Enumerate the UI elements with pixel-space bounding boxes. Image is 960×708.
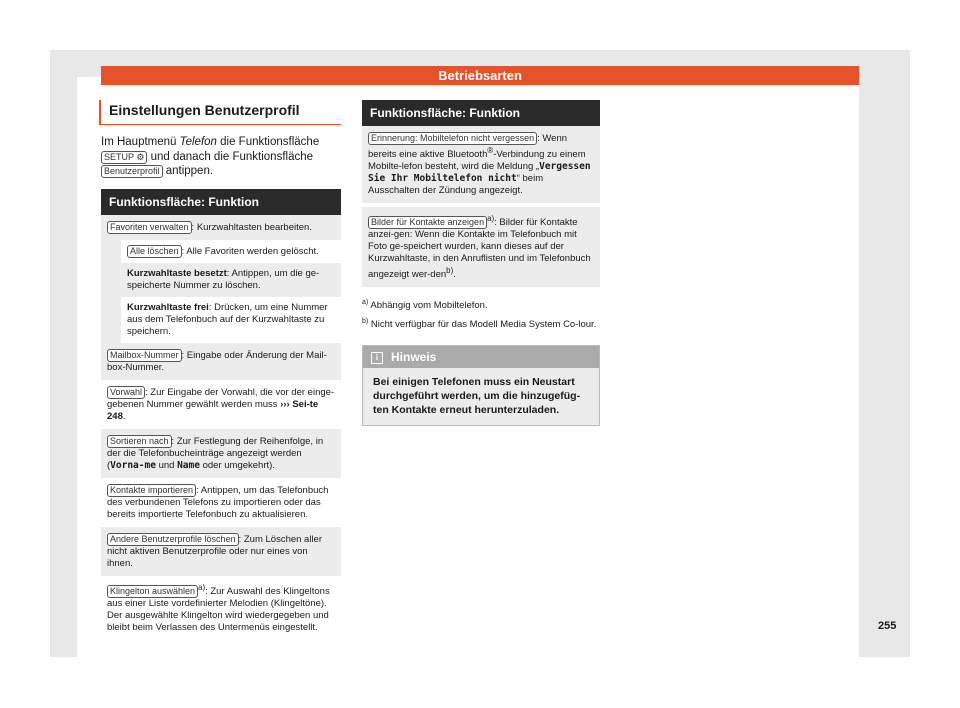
row-text: -Verbindung zu einem Mobilte-lefon besteht, wird die Meldung „ [368,149,586,173]
table-row [101,478,341,527]
row-text: : Zum Löschen aller nicht aktiven Benutzerprofile oder nur eines von ihnen. [107,533,323,569]
row-text: : Alle Favoriten werden gelöscht. [181,245,319,257]
intro-telefon: Telefon [179,136,217,148]
footnote-mark: a) [487,214,495,224]
table-row [101,380,341,429]
intro-text: Im Hauptmenü [101,136,180,148]
mono-text: Vorna-me [110,459,156,471]
function-key: Vorwahl [107,386,145,399]
row-text: oder umgekehrt). [199,459,275,471]
row-text: “ beim Ausschalten der Zündung angezeigt. [368,173,544,197]
table-subrow [101,297,341,343]
footnote-mark: a) [198,582,206,592]
row-text: : Drücken, um eine Nummer aus dem Telefonbuch auf der Kurzwahltaste zu speichern. [127,301,328,337]
hint-title: Hinweis [391,349,437,364]
registered-mark: ® [487,146,494,155]
function-key: Mailbox-Nummer [107,349,182,362]
row-text: : Wenn bereits eine aktive Bluetooth [368,133,568,161]
table-row [362,207,600,287]
footnote-b: $^{b)}$ Nicht verfügbar für das Modell Media System Co-lour. [362,317,597,330]
intro-text: antippen. [162,165,214,177]
row-text: : Bilder für Kontakte anzei-gen: Wenn die Kontakte im Telefonbuch mit Foto ge-speichert wurden, kann dieses auf der Kurzwahltaste, in den Anruflisten und im Telefonbuch angezeigt wer-den [368,217,591,281]
table-subrow [101,240,341,263]
row-text: : Eingabe oder Änderung der Mail-box-Nummer. [107,349,327,373]
hint-text: Bei einigen Telefonen muss ein Neustart durchgeführt werden, um die hinzugefüg-ten Kontakte erneut herunterzuladen. [363,368,599,425]
setup-key: SETUP ⚙ [101,151,147,164]
hint-header [363,346,599,368]
intro-paragraph [101,135,341,179]
row-text: : Zur Eingabe der Vorwahl, die vor der einge-gebenen Nummer gewählt werden muss [107,386,335,410]
function-key: Bilder für Kontakte anzeigen [368,216,487,229]
table-row [101,429,341,478]
section-heading: Einstellungen Benutzerprofil [99,100,341,125]
row-bold: Kurzwahltaste frei [127,301,209,313]
function-table-header: Funktionsfläche: Funktion [362,100,600,126]
table-row [101,343,341,380]
function-key: Kontakte importieren [107,484,196,497]
function-key: Erinnerung: Mobiltelefon nicht vergessen [368,132,537,145]
table-row [101,527,341,576]
table-row [362,126,600,203]
function-key: Alle löschen [127,245,182,258]
row-text: : Antippen, um die ge-speicherte Nummer zu löschen. [127,267,320,291]
footnote-mark: b) [446,266,454,276]
profile-key: Benutzerprofil [101,165,163,178]
mono-text: Vergessen Sie Ihr Mobiltelefon nicht [368,161,591,185]
row-bold: Kurzwahltaste besetzt [127,267,227,279]
info-icon: i [371,352,383,364]
mono-text: Name [177,459,200,471]
row-text: und [155,459,178,471]
table-row [101,576,341,640]
chapter-header: Betriebsarten [101,66,859,85]
hint-box [362,345,600,426]
page-reference: ››› Sei-te 248 [107,398,319,422]
footnote-a: $^{a)}$ Abhängig vom Mobiltelefon. [362,299,488,312]
table-row [101,215,341,240]
left-column [101,100,341,640]
row-text: . [453,269,456,281]
row-text: : Zur Festlegung der Reihenfolge, in der die Telefonbucheinträge angezeigt werden ( [107,435,324,471]
page-number: 255 [878,620,897,632]
row-text: . [122,410,126,422]
row-text: : Kurzwahltasten bearbeiten. [191,221,312,233]
row-text: : Zur Auswahl des Klingeltons aus einer Liste vordefinierter Melodien (Klingeltöne). Der ausgewählte Klingelton wird wiedergegeben und bleibt beim Verlassen des Untermenüs eingestellt. [107,585,330,633]
intro-text: die Funktionsfläche [216,136,320,148]
function-key: Sortieren nach [107,435,172,448]
function-key: Favoriten verwalten [107,221,192,234]
function-key: Klingelton auswählen [107,585,198,598]
intro-text: und danach die Funktionsfläche [147,150,314,163]
function-table-header: Funktionsfläche: Funktion [101,189,341,215]
right-column [362,100,600,426]
function-key: Andere Benutzerprofile löschen [107,533,239,546]
row-text: : Antippen, um das Telefonbuch des verbundenen Telefons zu importieren oder das bereits importierte Telefonbuch zu aktualisieren. [107,484,329,520]
table-subrow [101,263,341,297]
